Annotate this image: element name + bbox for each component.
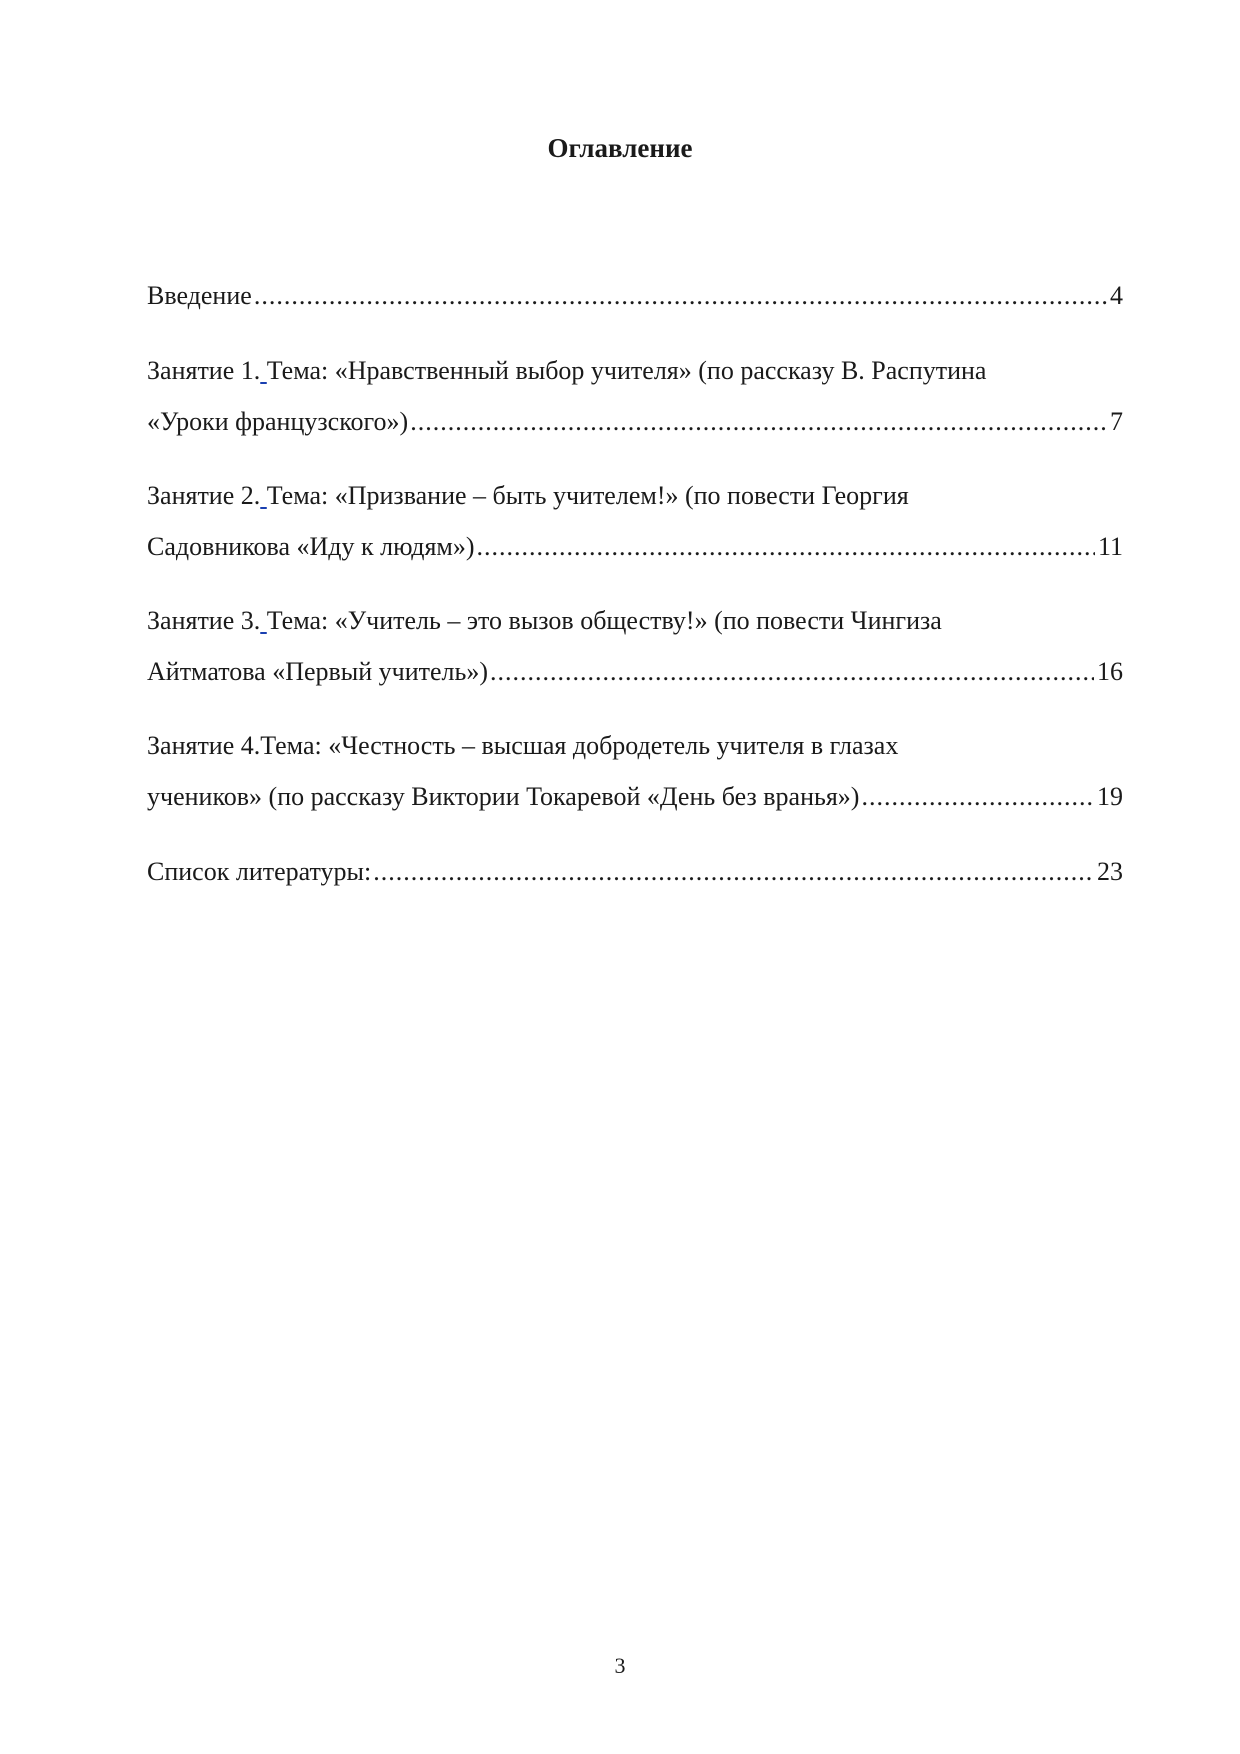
toc-entry-text: Список литературы: <box>147 857 372 886</box>
toc-entry-lesson-3-line-2[interactable] <box>147 655 1123 689</box>
toc-entry-text: Тема: «Учитель – это вызов обществу!» (по повести Чингиза <box>266 606 942 635</box>
toc-entry-text: Введение <box>147 281 252 310</box>
toc-page-number: 11 <box>1097 532 1123 561</box>
dot-leader <box>477 530 1095 564</box>
toc-entry-lesson-4-line-1[interactable] <box>147 729 1123 763</box>
toc-page-number: 19 <box>1097 782 1123 811</box>
dot-leader <box>410 405 1107 439</box>
toc-entry-lesson-1-line-2[interactable] <box>147 405 1123 439</box>
page-title: Оглавление <box>547 133 693 163</box>
page-number: 3 <box>614 1653 626 1678</box>
toc-entry-bibliography[interactable] <box>147 855 1123 889</box>
toc-entry-lesson-4-line-2[interactable] <box>147 780 1123 814</box>
toc-page-number: 4 <box>1110 281 1123 310</box>
toc-entry-text: Занятие 4.Тема: «Честность – высшая добродетель учителя в глазах <box>147 731 899 760</box>
toc-entry-lesson-1-line-1[interactable] <box>147 354 1123 388</box>
dot-leader <box>861 780 1094 814</box>
dot-leader <box>254 279 1107 313</box>
toc-entry-text: Айтматова «Первый учитель») <box>147 657 489 686</box>
toc-entry-text: Тема: «Нравственный выбор учителя» (по рассказу В. Распутина <box>266 356 987 385</box>
toc-entry-introduction[interactable] <box>147 279 1123 313</box>
toc-entry-text: Тема: «Призвание – быть учителем!» (по повести Георгия <box>266 481 909 510</box>
dot-leader <box>490 655 1094 689</box>
toc-entry-text: Садовникова «Иду к людям») <box>147 532 475 561</box>
toc-entry-lesson-2-line-2[interactable] <box>147 530 1123 564</box>
toc-entry-prefix: Занятие 2. <box>147 481 261 510</box>
toc-page-number: 23 <box>1097 857 1123 886</box>
toc-entry-text: «Уроки французского») <box>147 407 409 436</box>
toc-entry-prefix: Занятие 3. <box>147 606 261 635</box>
dot-leader <box>373 855 1094 889</box>
toc-entry-lesson-3-line-1[interactable] <box>147 604 1123 638</box>
toc-entry-text: учеников» (по рассказу Виктории Токаревой «День без вранья») <box>147 782 860 811</box>
toc-entry-lesson-2-line-1[interactable] <box>147 479 1123 513</box>
toc-entry-prefix: Занятие 1. <box>147 356 261 385</box>
toc-page-number: 7 <box>1110 407 1123 436</box>
toc-page-number: 16 <box>1097 657 1123 686</box>
